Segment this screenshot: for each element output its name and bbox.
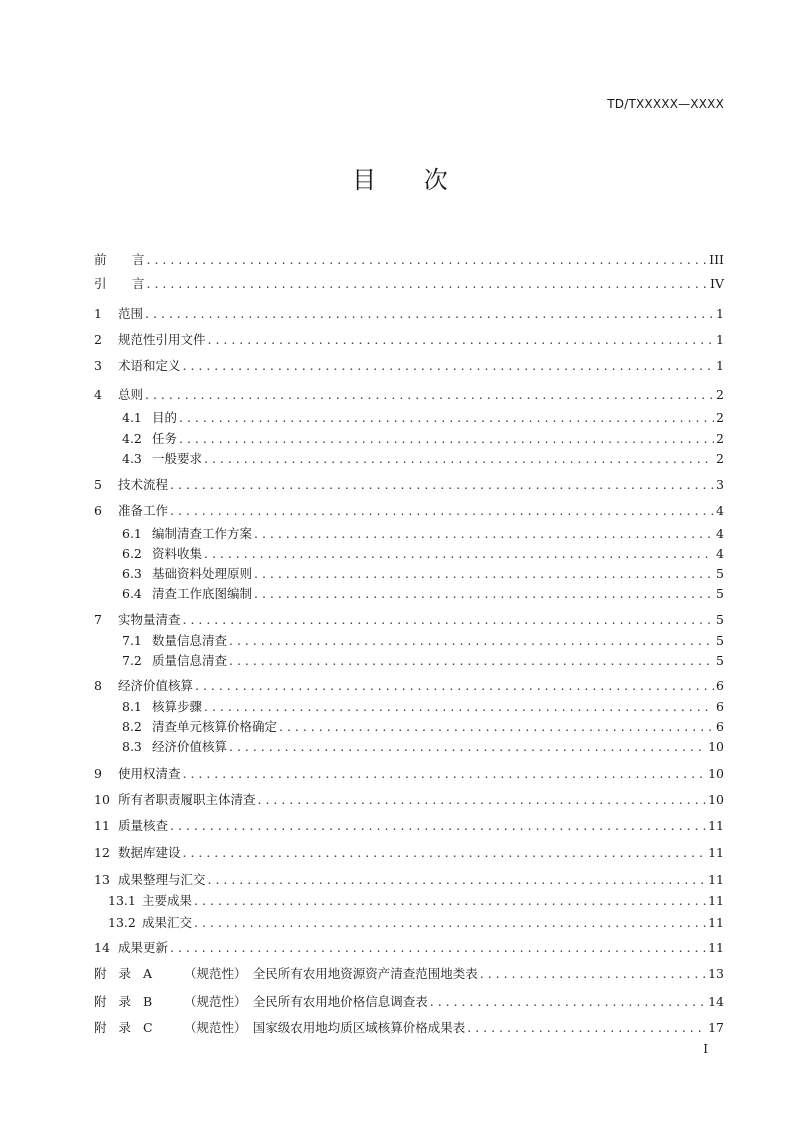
toc-entry-title: 核算步骤: [152, 699, 203, 714]
toc-entry-page: 1: [716, 332, 724, 347]
toc-leader-dots: [204, 449, 714, 469]
toc-leader-dots: [194, 891, 706, 911]
toc-entry-title: 所有者职责履职主体清查: [118, 792, 256, 807]
toc-entry[interactable]: [94, 1018, 724, 1038]
toc-entry-page: 5: [716, 566, 724, 581]
toc-entry-page: 5: [716, 612, 724, 627]
toc-entry-title: 清查工作底图编制: [152, 586, 253, 601]
toc-leader-dots: [183, 610, 715, 630]
toc-entry-title: 规范性引用文件: [118, 332, 206, 347]
toc-entry-page: 10: [708, 792, 724, 807]
toc-leader-dots: [467, 1018, 706, 1038]
toc-entry-number: 引: [94, 276, 107, 291]
toc-entry[interactable]: [94, 964, 724, 984]
toc-entry-page: 10: [708, 766, 724, 781]
toc-entry-number: 2: [94, 332, 102, 347]
toc-entry[interactable]: [122, 564, 724, 584]
toc-entry-title: 基础资料处理原则: [152, 566, 253, 581]
toc-entry-title: 数量信息清查: [152, 633, 228, 648]
toc-entry-number: 14: [94, 940, 110, 955]
toc-leader-dots: [254, 584, 714, 604]
toc-entry[interactable]: [94, 250, 724, 270]
toc-entry[interactable]: [122, 697, 724, 717]
toc-entry[interactable]: [94, 790, 724, 810]
toc-entry-number: 5: [94, 477, 102, 492]
toc-leader-dots: [183, 843, 707, 863]
toc-leader-dots: [208, 330, 715, 350]
toc-entry-page: 17: [708, 1020, 724, 1035]
toc-entry-title: 成果汇交: [142, 915, 193, 930]
toc-entry-number: 13.2: [108, 915, 136, 930]
toc-entry[interactable]: [94, 501, 724, 521]
toc-leader-dots: [208, 870, 707, 890]
toc-entry-page: 2: [716, 431, 724, 446]
toc-leader-dots: [147, 250, 708, 270]
toc-entry[interactable]: [94, 330, 724, 350]
toc-entry-page: 11: [708, 872, 724, 887]
toc-entry-number: 10: [94, 792, 110, 807]
toc-entry-number: 7.2: [122, 653, 142, 668]
toc-entry[interactable]: [94, 992, 724, 1012]
toc-entry-page: 2: [716, 410, 724, 425]
toc-leader-dots: [279, 717, 714, 737]
toc-entry-number: 6.3: [122, 566, 142, 581]
toc-entry[interactable]: [94, 475, 724, 495]
toc-entry-number: 13.1: [108, 893, 136, 908]
toc-leader-dots: [145, 385, 714, 405]
toc-entry-number: 6.1: [122, 526, 142, 541]
toc-entry[interactable]: [122, 429, 724, 449]
toc-entry-title: 资料收集: [152, 546, 203, 561]
toc-entry-page: IV: [710, 276, 724, 291]
toc-entry-title: （规范性） 国家级农用地均质区域核算价格成果表: [184, 1020, 466, 1035]
toc-leader-dots: [170, 501, 714, 521]
toc-entry-title: 数据库建设: [118, 845, 181, 860]
toc-entry-title: 主要成果: [142, 893, 193, 908]
toc-entry-number: 12: [94, 845, 110, 860]
toc-entry-number: 4: [94, 387, 102, 402]
toc-entry-title: 编制清查工作方案: [152, 526, 253, 541]
toc-entry-number: 8: [94, 678, 102, 693]
toc-entry-number: 7: [94, 612, 102, 627]
toc-entry[interactable]: [94, 938, 724, 958]
toc-entry[interactable]: [122, 717, 724, 737]
toc-entry-title: 一般要求: [152, 451, 203, 466]
toc-entry[interactable]: [122, 631, 724, 651]
toc-entry-title: 技术流程: [118, 477, 169, 492]
toc-entry[interactable]: [108, 913, 724, 933]
toc-entry-page: 2: [716, 387, 724, 402]
toc-leader-dots: [480, 964, 706, 984]
toc-entry-page: 4: [716, 503, 724, 518]
toc-entry-title: 质量核查: [118, 818, 169, 833]
toc-entry-title: 成果整理与汇交: [118, 872, 206, 887]
toc-entry-number: 1: [94, 306, 102, 321]
toc-leader-dots: [229, 631, 714, 651]
toc-leader-dots: [430, 992, 706, 1012]
toc-entry-number: 4.3: [122, 451, 142, 466]
toc-entry[interactable]: [94, 816, 724, 836]
toc-entry[interactable]: [108, 891, 724, 911]
document-code: TD/TXXXXX—XXXX: [607, 97, 724, 111]
toc-entry-number: 11: [94, 818, 110, 833]
toc-entry-page: 5: [716, 633, 724, 648]
toc-entry-title: 任务: [152, 431, 178, 446]
toc-entry[interactable]: [94, 610, 724, 630]
toc-entry-page: 11: [708, 915, 724, 930]
toc-entry-title: 目的: [152, 410, 178, 425]
toc-entry-page: 11: [708, 893, 724, 908]
toc-leader-dots: [170, 816, 706, 836]
toc-entry-number: 前: [94, 252, 107, 267]
toc-entry-page: 11: [708, 818, 724, 833]
toc-entry[interactable]: [122, 584, 724, 604]
toc-leader-dots: [229, 737, 706, 757]
toc-entry-page: 1: [716, 358, 724, 373]
toc-entry-number: 附 录 B: [94, 994, 157, 1009]
toc-entry-number: 3: [94, 358, 102, 373]
toc-entry[interactable]: [94, 676, 724, 696]
toc-leader-dots: [229, 651, 714, 671]
toc-leader-dots: [170, 938, 706, 958]
toc-entry-title: （规范性） 全民所有农用地资源资产清查范围地类表: [184, 966, 478, 981]
toc-entry-number: 附 录 C: [94, 1020, 157, 1035]
toc-entry-page: 11: [708, 940, 724, 955]
toc-entry-title: 经济价值核算: [118, 678, 194, 693]
toc-entry[interactable]: [94, 764, 724, 784]
toc-entry-page: 3: [716, 477, 724, 492]
toc-entry-number: 4.1: [122, 410, 142, 425]
toc-leader-dots: [195, 676, 714, 696]
toc-entry[interactable]: [94, 870, 724, 890]
toc-entry-title: 经济价值核算: [152, 739, 228, 754]
toc-entry-title: 清查单元核算价格确定: [152, 719, 278, 734]
toc-entry-number: 4.2: [122, 431, 142, 446]
toc-entry-number: 6: [94, 503, 102, 518]
toc-leader-dots: [204, 697, 714, 717]
toc-entry[interactable]: [94, 385, 724, 405]
toc-entry-title: 总则: [118, 387, 144, 402]
toc-leader-dots: [254, 564, 714, 584]
toc-entry-number: 7.1: [122, 633, 142, 648]
toc-entry-page: 11: [708, 845, 724, 860]
toc-entry-page: 4: [716, 526, 724, 541]
toc-entry-page: 6: [716, 678, 724, 693]
toc-entry-number: 8.3: [122, 739, 142, 754]
toc-entry[interactable]: [94, 274, 724, 294]
toc-entry[interactable]: [122, 737, 724, 757]
toc-entry-page: III: [709, 252, 724, 267]
toc-entry-page: 6: [716, 719, 724, 734]
toc-entry-number: 附 录 A: [94, 966, 156, 981]
toc-entry-title: 范围: [118, 306, 144, 321]
page-title: 目 次: [352, 166, 468, 194]
toc-entry[interactable]: [122, 449, 724, 469]
toc-entry-title: 质量信息清查: [152, 653, 228, 668]
toc-leader-dots: [183, 356, 715, 376]
toc-entry-title: 术语和定义: [118, 358, 181, 373]
toc-entry-number: 6.2: [122, 546, 142, 561]
toc-entry-page: 6: [716, 699, 724, 714]
toc-entry-number: 13: [94, 872, 110, 887]
toc-leader-dots: [179, 408, 714, 428]
toc-entry-title: 使用权清查: [118, 766, 181, 781]
toc-entry-page: 13: [708, 966, 724, 981]
toc-entry-page: 2: [716, 451, 724, 466]
toc-entry-title: 实物量清查: [118, 612, 181, 627]
toc-entry[interactable]: [122, 651, 724, 671]
toc-entry-number: 9: [94, 766, 102, 781]
toc-entry-number: 6.4: [122, 586, 142, 601]
toc-entry-page: 1: [716, 306, 724, 321]
toc-entry-title: 言: [132, 276, 145, 291]
toc-entry[interactable]: [122, 408, 724, 428]
toc-leader-dots: [204, 544, 714, 564]
toc-entry[interactable]: [94, 843, 724, 863]
toc-entry[interactable]: [122, 524, 724, 544]
toc-entry-title: （规范性） 全民所有农用地价格信息调查表: [184, 994, 428, 1009]
toc-entry-page: 5: [716, 586, 724, 601]
toc-leader-dots: [170, 475, 714, 495]
toc-entry-page: 4: [716, 546, 724, 561]
toc-entry-number: 8.1: [122, 699, 142, 714]
toc-leader-dots: [179, 429, 714, 449]
toc-entry-title: 准备工作: [118, 503, 169, 518]
toc-leader-dots: [147, 274, 709, 294]
toc-leader-dots: [145, 304, 714, 324]
toc-entry-number: 8.2: [122, 719, 142, 734]
toc-entry-title: 成果更新: [118, 940, 169, 955]
toc-entry-page: 10: [708, 739, 724, 754]
toc-leader-dots: [194, 913, 706, 933]
toc-entry[interactable]: [122, 544, 724, 564]
toc-entry-page: 14: [708, 994, 724, 1009]
toc-entry[interactable]: [94, 356, 724, 376]
page-number: I: [703, 1042, 708, 1056]
toc-entry-title: 言: [132, 252, 145, 267]
toc-leader-dots: [254, 524, 714, 544]
toc-leader-dots: [183, 764, 707, 784]
toc-entry[interactable]: [94, 304, 724, 324]
toc-entry-page: 5: [716, 653, 724, 668]
toc-leader-dots: [258, 790, 707, 810]
